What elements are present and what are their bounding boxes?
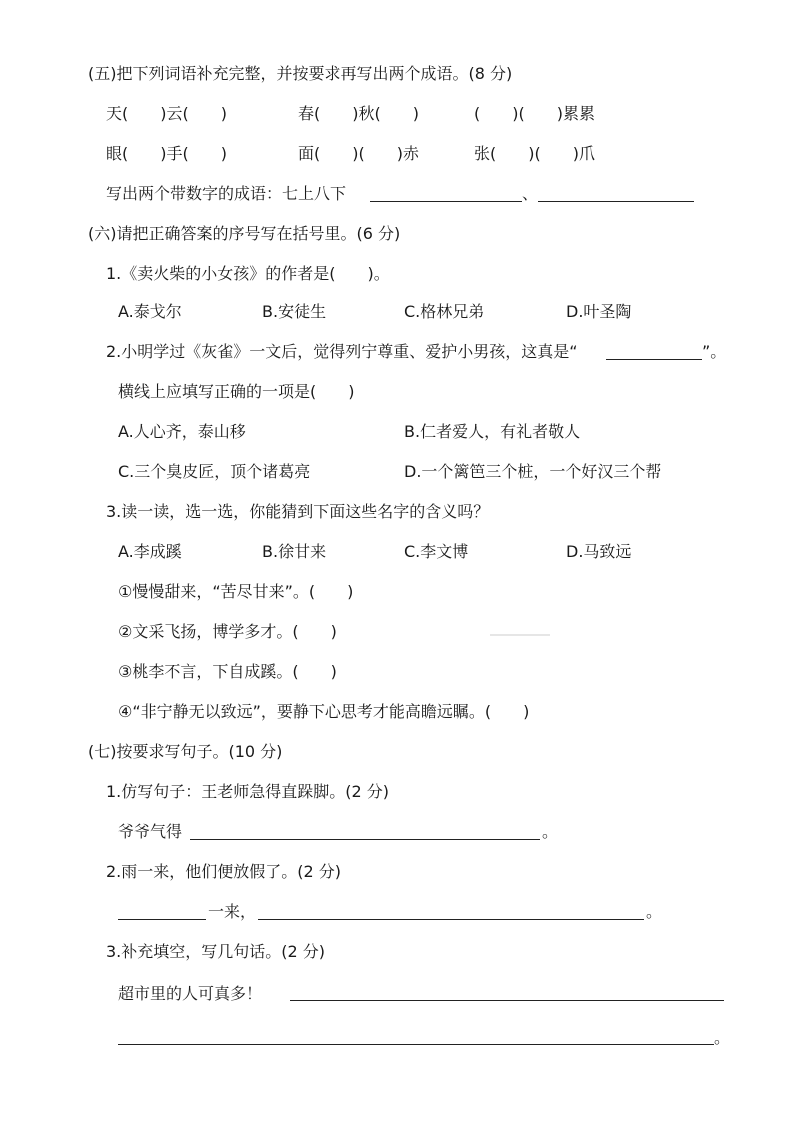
q1-option-c: C.格林兄弟 xyxy=(404,302,485,321)
section-7-heading: (七)按要求写句子。(10 分) xyxy=(88,742,283,761)
q3-option-a: A.李成蹊 xyxy=(118,542,182,561)
q7-2-blank-1[interactable] xyxy=(118,919,206,920)
idiom-blank-1: 天( )云( ) xyxy=(106,104,227,123)
q3-item-3: ③桃李不言，下自成蹊。( ) xyxy=(118,662,337,681)
q7-1-answer-line[interactable] xyxy=(190,839,540,840)
q1-option-b: B.安徒生 xyxy=(262,302,327,321)
q7-1-end: 。 xyxy=(542,822,559,841)
idiom-blank-2: 春( )秋( ) xyxy=(298,104,419,123)
question-6-2: 2.小明学过《灰雀》一文后，觉得列宁尊重、爱护小男孩，这真是“ xyxy=(106,342,578,361)
question-6-2-line2: 横线上应填写正确的一项是( ) xyxy=(118,382,355,401)
question-6-2-end: ”。 xyxy=(702,342,727,361)
number-idiom-prompt: 写出两个带数字的成语：七上八下 xyxy=(106,184,347,203)
q3-option-b: B.徐甘来 xyxy=(262,542,327,561)
section-5-heading: (五)把下列词语补充完整，并按要求再写出两个成语。(8 分) xyxy=(88,64,513,83)
scan-mark xyxy=(490,634,550,636)
q2-option-d: D.一个篱笆三个桩，一个好汉三个帮 xyxy=(404,462,662,481)
question-6-3: 3.读一读，选一选，你能猜到下面这些名字的含义吗？ xyxy=(106,502,490,521)
q7-2-end: 。 xyxy=(646,902,663,921)
q3-item-2: ②文采飞扬，博学多才。( ) xyxy=(118,622,337,641)
question-7-2: 2.雨一来，他们便放假了。(2 分) xyxy=(106,862,342,881)
q7-3-line-1[interactable] xyxy=(290,1000,724,1001)
question-7-1: 1.仿写句子：王老师急得直跺脚。(2 分) xyxy=(106,782,390,801)
q1-option-d: D.叶圣陶 xyxy=(566,302,632,321)
q7-3-end: 。 xyxy=(714,1028,731,1047)
q2-proverb-blank[interactable] xyxy=(606,359,702,360)
q7-3-line-2[interactable] xyxy=(118,1044,714,1045)
idiom-blank-4: 眼( )手( ) xyxy=(106,144,227,163)
q3-item-4: ④“非宁静无以致远”，要静下心思考才能高瞻远瞩。( ) xyxy=(118,702,530,721)
number-idiom-answer-2[interactable] xyxy=(538,201,694,202)
section-6-heading: (六)请把正确答案的序号写在括号里。(6 分) xyxy=(88,224,401,243)
question-6-1: 1.《卖火柴的小女孩》的作者是( )。 xyxy=(106,264,390,283)
q7-2-mid: 一来， xyxy=(208,902,257,921)
question-7-3: 3.补充填空，写几句话。(2 分) xyxy=(106,942,326,961)
number-idiom-answer-1[interactable] xyxy=(370,201,522,202)
answer-separator: 、 xyxy=(522,184,539,203)
q2-option-b: B.仁者爱人，有礼者敬人 xyxy=(404,422,581,441)
q2-option-c: C.三个臭皮匠，顶个诸葛亮 xyxy=(118,462,311,481)
q7-1-prefix: 爷爷气得 xyxy=(118,822,183,841)
q7-3-prefix: 超市里的人可真多！ xyxy=(118,984,263,1003)
q1-option-a: A.泰戈尔 xyxy=(118,302,182,321)
idiom-blank-5: 面( )( )赤 xyxy=(298,144,419,163)
q3-option-c: C.李文博 xyxy=(404,542,469,561)
q3-item-1: ①慢慢甜来，“苦尽甘来”。( ) xyxy=(118,582,354,601)
q3-option-d: D.马致远 xyxy=(566,542,632,561)
q7-2-blank-2[interactable] xyxy=(258,919,644,920)
idiom-blank-3: ( )( )累累 xyxy=(474,104,595,123)
q2-option-a: A.人心齐，泰山移 xyxy=(118,422,246,441)
idiom-blank-6: 张( )( )爪 xyxy=(474,144,595,163)
